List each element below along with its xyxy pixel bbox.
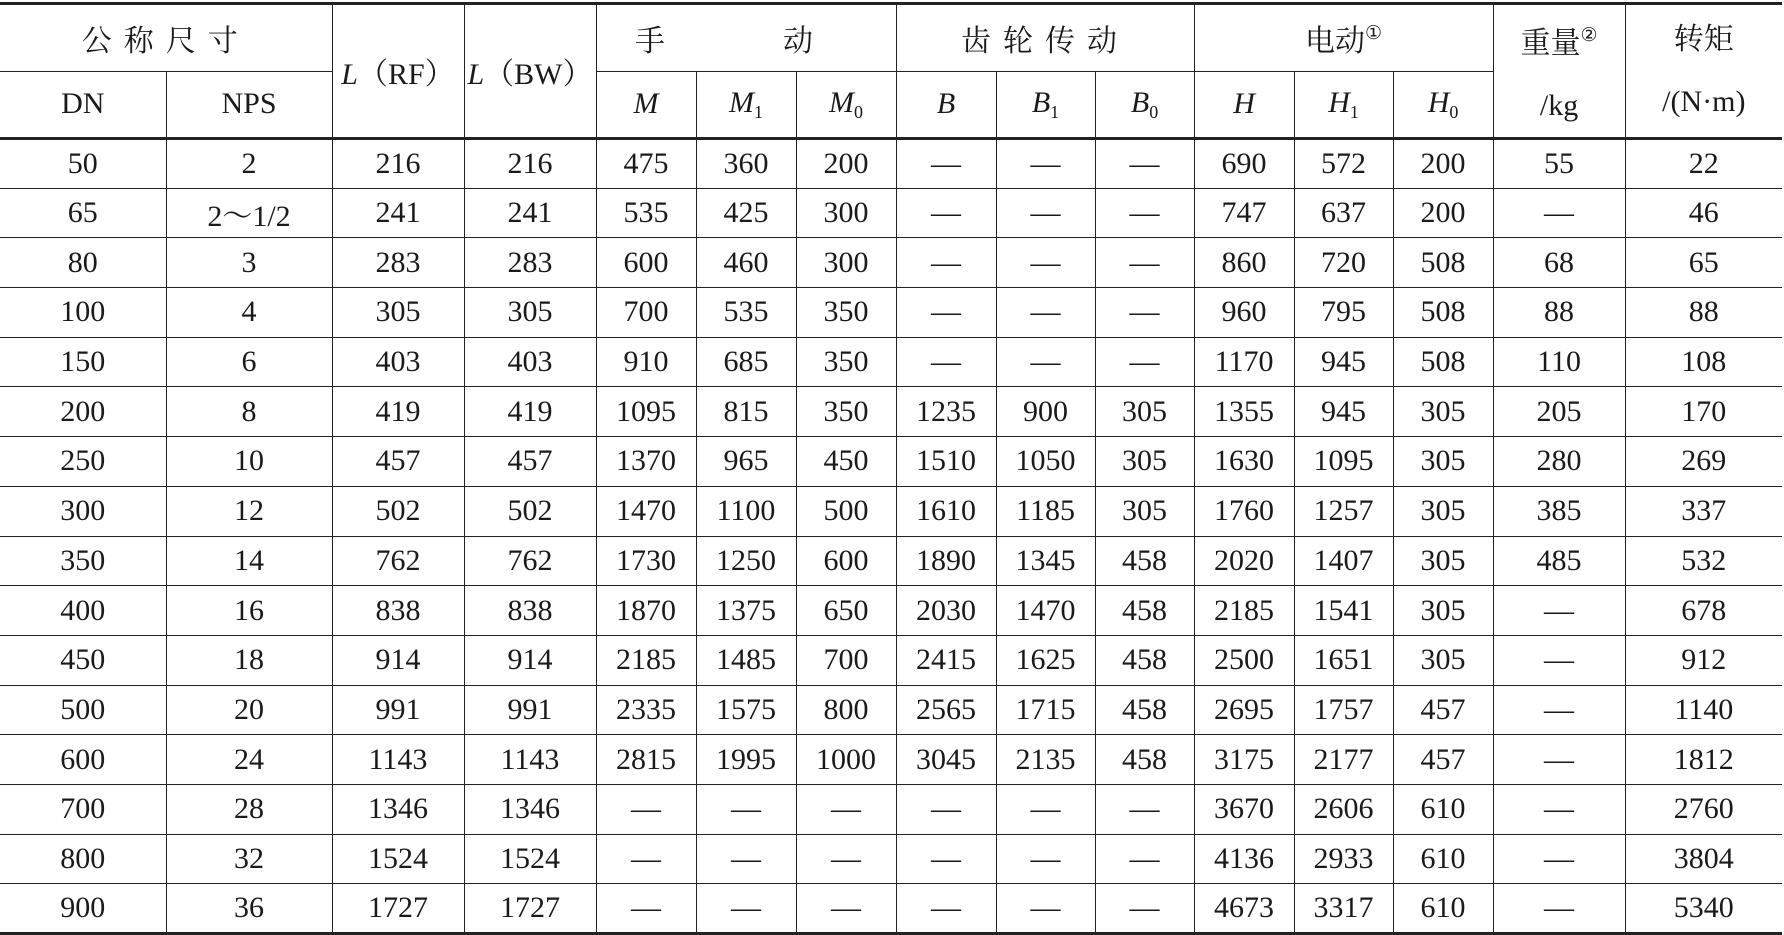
cell-h1: 1541 — [1294, 586, 1393, 636]
cell-h1: 720 — [1294, 238, 1393, 288]
cell-nps: 24 — [166, 735, 332, 785]
cell-h0: 305 — [1393, 437, 1493, 487]
cell-m0: 700 — [796, 635, 896, 685]
cell-h1: 945 — [1294, 337, 1393, 387]
cell-h0: 610 — [1393, 884, 1493, 934]
cell-h: 2185 — [1194, 586, 1294, 636]
cell-m0: — — [796, 834, 896, 884]
cell-h1: 795 — [1294, 288, 1393, 338]
cell-nps: 10 — [166, 437, 332, 487]
cell-l-rf: 502 — [332, 486, 464, 536]
cell-b1: 1470 — [996, 586, 1095, 636]
cell-m: — — [596, 784, 696, 834]
cell-b0: — — [1095, 784, 1194, 834]
cell-h0: 508 — [1393, 288, 1493, 338]
cell-h1: 572 — [1294, 139, 1393, 189]
cell-l-rf: 457 — [332, 437, 464, 487]
header-b: B — [896, 71, 996, 139]
cell-h: 1630 — [1194, 437, 1294, 487]
cell-b1: 2135 — [996, 735, 1095, 785]
cell-weight: 280 — [1493, 437, 1625, 487]
cell-weight: — — [1493, 784, 1625, 834]
cell-l-bw: 762 — [464, 536, 596, 586]
cell-dn: 700 — [0, 784, 166, 834]
header-weight: 重量② /kg — [1493, 4, 1625, 139]
cell-b: — — [896, 288, 996, 338]
cell-l-rf: 305 — [332, 288, 464, 338]
cell-nps: 2 — [166, 139, 332, 189]
header-m0: $M_0$ — [796, 71, 896, 139]
cell-l-rf: 838 — [332, 586, 464, 636]
cell-b: — — [896, 238, 996, 288]
cell-h0: 508 — [1393, 238, 1493, 288]
cell-h0: 305 — [1393, 536, 1493, 586]
cell-b0: 458 — [1095, 586, 1194, 636]
cell-h: 2500 — [1194, 635, 1294, 685]
cell-h: 3175 — [1194, 735, 1294, 785]
cell-dn: 250 — [0, 437, 166, 487]
cell-b0: 305 — [1095, 486, 1194, 536]
cell-h0: 200 — [1393, 188, 1493, 238]
cell-weight: 205 — [1493, 387, 1625, 437]
cell-b1: — — [996, 337, 1095, 387]
cell-l-rf: 241 — [332, 188, 464, 238]
cell-m0: 350 — [796, 337, 896, 387]
cell-m: 1870 — [596, 586, 696, 636]
cell-b: 3045 — [896, 735, 996, 785]
cell-b1: 1345 — [996, 536, 1095, 586]
cell-l-rf: 283 — [332, 238, 464, 288]
cell-nps: 36 — [166, 884, 332, 934]
cell-m1: 535 — [696, 288, 796, 338]
cell-b: — — [896, 784, 996, 834]
cell-torque: 269 — [1625, 437, 1782, 487]
cell-b: 2030 — [896, 586, 996, 636]
cell-l-rf: 914 — [332, 635, 464, 685]
cell-m: — — [596, 884, 696, 934]
cell-weight: — — [1493, 685, 1625, 735]
cell-h: 690 — [1194, 139, 1294, 189]
header-b1: $B_1$ — [996, 71, 1095, 139]
cell-l-rf: 419 — [332, 387, 464, 437]
cell-b: — — [896, 834, 996, 884]
cell-h0: 305 — [1393, 387, 1493, 437]
cell-weight: — — [1493, 188, 1625, 238]
cell-m1: 460 — [696, 238, 796, 288]
cell-torque: 912 — [1625, 635, 1782, 685]
cell-b: — — [896, 337, 996, 387]
cell-l-rf: 762 — [332, 536, 464, 586]
cell-h0: 610 — [1393, 784, 1493, 834]
header-gear-drive: 齿轮传动 — [896, 4, 1194, 72]
cell-h: 1355 — [1194, 387, 1294, 437]
cell-b: — — [896, 188, 996, 238]
cell-b0: — — [1095, 238, 1194, 288]
cell-b0: — — [1095, 139, 1194, 189]
cell-nps: 14 — [166, 536, 332, 586]
header-b0: $B_0$ — [1095, 71, 1194, 139]
header-h0: $H_0$ — [1393, 71, 1493, 139]
cell-dn: 450 — [0, 635, 166, 685]
cell-b: 1235 — [896, 387, 996, 437]
cell-m1: 965 — [696, 437, 796, 487]
cell-m0: 450 — [796, 437, 896, 487]
cell-weight: 110 — [1493, 337, 1625, 387]
cell-m0: 650 — [796, 586, 896, 636]
cell-nps: 12 — [166, 486, 332, 536]
cell-m1: 815 — [696, 387, 796, 437]
header-h1: $H_1$ — [1294, 71, 1393, 139]
cell-l-rf: 216 — [332, 139, 464, 189]
cell-h1: 2606 — [1294, 784, 1393, 834]
cell-m0: 1000 — [796, 735, 896, 785]
table-row — [0, 884, 1782, 934]
cell-m1: 1995 — [696, 735, 796, 785]
cell-torque: 88 — [1625, 288, 1782, 338]
table-row — [0, 784, 1782, 834]
table-row — [0, 834, 1782, 884]
cell-nps: 18 — [166, 635, 332, 685]
cell-weight: — — [1493, 884, 1625, 934]
cell-l-rf: 403 — [332, 337, 464, 387]
cell-torque: 170 — [1625, 387, 1782, 437]
cell-l-bw: 403 — [464, 337, 596, 387]
cell-m0: 300 — [796, 238, 896, 288]
cell-h1: 1257 — [1294, 486, 1393, 536]
cell-b0: 305 — [1095, 437, 1194, 487]
cell-b1: 1050 — [996, 437, 1095, 487]
cell-dn: 200 — [0, 387, 166, 437]
cell-b0: 458 — [1095, 685, 1194, 735]
header-m1: $M_1$ — [696, 71, 796, 139]
cell-nps: 3 — [166, 238, 332, 288]
cell-weight: 55 — [1493, 139, 1625, 189]
valve-dimension-table — [0, 2, 1782, 935]
cell-b1: — — [996, 139, 1095, 189]
cell-torque: 1140 — [1625, 685, 1782, 735]
cell-weight: — — [1493, 635, 1625, 685]
cell-h1: 2933 — [1294, 834, 1393, 884]
cell-b1: — — [996, 784, 1095, 834]
cell-m1: 685 — [696, 337, 796, 387]
cell-m0: 500 — [796, 486, 896, 536]
cell-m0: 350 — [796, 288, 896, 338]
cell-l-rf: 1346 — [332, 784, 464, 834]
cell-l-bw: 502 — [464, 486, 596, 536]
cell-l-bw: 457 — [464, 437, 596, 487]
cell-h1: 2177 — [1294, 735, 1393, 785]
cell-torque: 678 — [1625, 586, 1782, 636]
cell-h1: 637 — [1294, 188, 1393, 238]
cell-l-bw: 838 — [464, 586, 596, 636]
cell-dn: 900 — [0, 884, 166, 934]
cell-weight: — — [1493, 834, 1625, 884]
cell-m1: 1250 — [696, 536, 796, 586]
cell-b0: — — [1095, 288, 1194, 338]
cell-h0: 200 — [1393, 139, 1493, 189]
cell-nps: 6 — [166, 337, 332, 387]
cell-torque: 2760 — [1625, 784, 1782, 834]
cell-b0: 305 — [1095, 387, 1194, 437]
cell-dn: 65 — [0, 188, 166, 238]
cell-nps: 32 — [166, 834, 332, 884]
cell-h0: 610 — [1393, 834, 1493, 884]
cell-b: 1510 — [896, 437, 996, 487]
cell-h0: 457 — [1393, 685, 1493, 735]
header-l-rf: L（RF） — [332, 4, 464, 139]
cell-nps: 2～1/2 — [166, 188, 332, 238]
cell-h: 1170 — [1194, 337, 1294, 387]
cell-l-rf: 991 — [332, 685, 464, 735]
cell-h1: 3317 — [1294, 884, 1393, 934]
cell-b1: — — [996, 238, 1095, 288]
cell-h1: 1095 — [1294, 437, 1393, 487]
cell-m: 1730 — [596, 536, 696, 586]
cell-h: 2020 — [1194, 536, 1294, 586]
cell-h: 4673 — [1194, 884, 1294, 934]
cell-h0: 508 — [1393, 337, 1493, 387]
cell-b1: 1715 — [996, 685, 1095, 735]
table-row — [0, 337, 1782, 387]
cell-nps: 4 — [166, 288, 332, 338]
cell-torque: 22 — [1625, 139, 1782, 189]
cell-b1: 1185 — [996, 486, 1095, 536]
cell-m1: 1375 — [696, 586, 796, 636]
table-row — [0, 586, 1782, 636]
cell-b1: — — [996, 884, 1095, 934]
cell-weight: — — [1493, 586, 1625, 636]
cell-b: 2415 — [896, 635, 996, 685]
cell-h0: 305 — [1393, 635, 1493, 685]
cell-m: 2815 — [596, 735, 696, 785]
cell-b1: — — [996, 834, 1095, 884]
table-row — [0, 437, 1782, 487]
cell-nps: 20 — [166, 685, 332, 735]
header-nps: NPS — [166, 71, 332, 139]
cell-b1: — — [996, 188, 1095, 238]
cell-b: 1890 — [896, 536, 996, 586]
cell-nps: 16 — [166, 586, 332, 636]
table-row — [0, 288, 1782, 338]
cell-b1: — — [996, 288, 1095, 338]
cell-weight: — — [1493, 735, 1625, 785]
cell-dn: 50 — [0, 139, 166, 189]
header-nominal-size: 公称尺寸 — [0, 4, 332, 72]
cell-h1: 1757 — [1294, 685, 1393, 735]
dimension-table-container — [0, 2, 1782, 935]
cell-h: 747 — [1194, 188, 1294, 238]
header-h: H — [1194, 71, 1294, 139]
cell-h1: 945 — [1294, 387, 1393, 437]
cell-dn: 800 — [0, 834, 166, 884]
header-torque: 转矩 /(N·m) — [1625, 4, 1782, 139]
cell-m0: 800 — [796, 685, 896, 735]
cell-h: 960 — [1194, 288, 1294, 338]
cell-l-bw: 1727 — [464, 884, 596, 934]
cell-b0: — — [1095, 834, 1194, 884]
cell-l-bw: 991 — [464, 685, 596, 735]
cell-m1: 1575 — [696, 685, 796, 735]
table-row — [0, 735, 1782, 785]
cell-b: 1610 — [896, 486, 996, 536]
cell-dn: 350 — [0, 536, 166, 586]
cell-h0: 305 — [1393, 586, 1493, 636]
header-dn: DN — [0, 71, 166, 139]
cell-torque: 5340 — [1625, 884, 1782, 934]
cell-l-bw: 1524 — [464, 834, 596, 884]
cell-h1: 1407 — [1294, 536, 1393, 586]
cell-l-bw: 914 — [464, 635, 596, 685]
cell-h: 3670 — [1194, 784, 1294, 834]
cell-b0: 458 — [1095, 635, 1194, 685]
cell-torque: 532 — [1625, 536, 1782, 586]
cell-torque: 337 — [1625, 486, 1782, 536]
cell-h: 4136 — [1194, 834, 1294, 884]
table-row — [0, 486, 1782, 536]
cell-m: 910 — [596, 337, 696, 387]
cell-weight: 485 — [1493, 536, 1625, 586]
cell-nps: 28 — [166, 784, 332, 834]
cell-m1: 1485 — [696, 635, 796, 685]
cell-weight: 88 — [1493, 288, 1625, 338]
table-row — [0, 536, 1782, 586]
header-manual: 手 动 — [596, 4, 896, 72]
table-row — [0, 238, 1782, 288]
cell-torque: 46 — [1625, 188, 1782, 238]
cell-weight: 68 — [1493, 238, 1625, 288]
table-row — [0, 139, 1782, 189]
cell-m: 1470 — [596, 486, 696, 536]
cell-torque: 108 — [1625, 337, 1782, 387]
cell-dn: 100 — [0, 288, 166, 338]
header-electric: 电动① — [1194, 4, 1493, 72]
cell-dn: 80 — [0, 238, 166, 288]
cell-m1: 425 — [696, 188, 796, 238]
cell-m: 475 — [596, 139, 696, 189]
cell-l-bw: 241 — [464, 188, 596, 238]
cell-m1: 360 — [696, 139, 796, 189]
cell-l-rf: 1524 — [332, 834, 464, 884]
cell-m: — — [596, 834, 696, 884]
cell-b1: 900 — [996, 387, 1095, 437]
cell-m0: 600 — [796, 536, 896, 586]
cell-m0: 350 — [796, 387, 896, 437]
cell-b: — — [896, 139, 996, 189]
cell-dn: 500 — [0, 685, 166, 735]
table-row — [0, 685, 1782, 735]
cell-m: 535 — [596, 188, 696, 238]
cell-b1: 1625 — [996, 635, 1095, 685]
cell-l-bw: 305 — [464, 288, 596, 338]
cell-b0: 458 — [1095, 735, 1194, 785]
cell-l-bw: 216 — [464, 139, 596, 189]
cell-h: 1760 — [1194, 486, 1294, 536]
cell-m1: — — [696, 784, 796, 834]
header-m: M — [596, 71, 696, 139]
cell-l-rf: 1727 — [332, 884, 464, 934]
cell-l-bw: 1143 — [464, 735, 596, 785]
cell-h1: 1651 — [1294, 635, 1393, 685]
cell-m1: — — [696, 884, 796, 934]
cell-h: 2695 — [1194, 685, 1294, 735]
cell-dn: 300 — [0, 486, 166, 536]
cell-l-bw: 419 — [464, 387, 596, 437]
cell-l-rf: 1143 — [332, 735, 464, 785]
cell-torque: 3804 — [1625, 834, 1782, 884]
cell-b: 2565 — [896, 685, 996, 735]
cell-m: 1370 — [596, 437, 696, 487]
cell-b0: 458 — [1095, 536, 1194, 586]
cell-m0: 300 — [796, 188, 896, 238]
cell-nps: 8 — [166, 387, 332, 437]
cell-m: 700 — [596, 288, 696, 338]
cell-dn: 150 — [0, 337, 166, 387]
table-row — [0, 188, 1782, 238]
cell-b0: — — [1095, 188, 1194, 238]
cell-h0: 305 — [1393, 486, 1493, 536]
cell-b0: — — [1095, 337, 1194, 387]
table-body — [0, 139, 1782, 934]
cell-h0: 457 — [1393, 735, 1493, 785]
cell-torque: 65 — [1625, 238, 1782, 288]
cell-l-bw: 1346 — [464, 784, 596, 834]
cell-m1: — — [696, 834, 796, 884]
cell-torque: 1812 — [1625, 735, 1782, 785]
cell-weight: 385 — [1493, 486, 1625, 536]
cell-b: — — [896, 884, 996, 934]
table-row — [0, 387, 1782, 437]
header-l-bw: L（BW） — [464, 4, 596, 139]
cell-m0: — — [796, 884, 896, 934]
cell-m: 2185 — [596, 635, 696, 685]
cell-m: 600 — [596, 238, 696, 288]
cell-l-bw: 283 — [464, 238, 596, 288]
table-row — [0, 635, 1782, 685]
cell-m: 2335 — [596, 685, 696, 735]
cell-m1: 1100 — [696, 486, 796, 536]
cell-h: 860 — [1194, 238, 1294, 288]
cell-b0: — — [1095, 884, 1194, 934]
cell-m: 1095 — [596, 387, 696, 437]
cell-m0: — — [796, 784, 896, 834]
cell-m0: 200 — [796, 139, 896, 189]
cell-dn: 600 — [0, 735, 166, 785]
cell-dn: 400 — [0, 586, 166, 636]
